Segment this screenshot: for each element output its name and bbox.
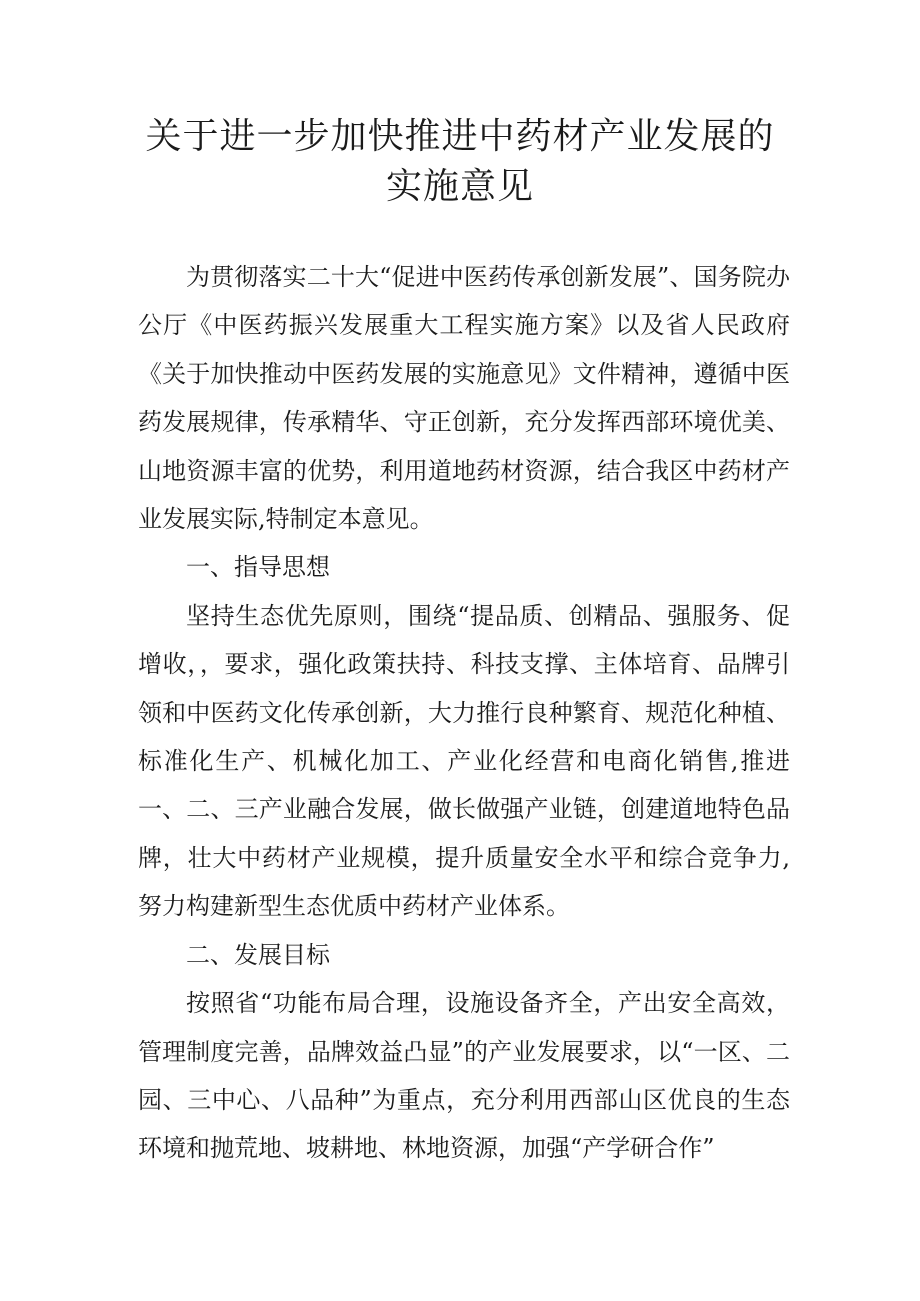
document-body [138,253,790,1173]
development-goals-paragraph: 按照省“功能布局合理，设施设备齐全，产出安全高效，管理制度完善，品牌效益凸显”的产业发展要求，以“一区、二园、三中心、八品种”为重点，充分利用西部山区优良的生态环境和抛荒地、坡耕地、林地资源，加强“产学研合作” [138,989,790,1163]
section-heading-development-goals: 二、发展目标 [186,940,330,969]
document-title: 关于进一步加快推进中药材产业发展的实施意见 [145,116,775,207]
intro-paragraph: 为贯彻落实二十大“促进中医药传承创新发展”、国务院办公厅《中医药振兴发展重大工程实施方案》以及省人民政府《关于加快推动中医药发展的实施意见》文件精神，遵循中医药发展规律，传承精华、守正创新，充分发挥西部环境优美、山地资源丰富的优势，利用道地药材资源，结合我区中药材产业发展实际,特制定本意见。 [138,263,790,534]
section-heading-guiding-ideology: 一、指导思想 [186,553,330,582]
guiding-ideology-paragraph: 坚持生态优先原则，围绕“提品质、创精品、强服务、促增收，，要求，强化政策扶持、科技支撑、主体培育、品牌引领和中医药文化传承创新，大力推行良种繁育、规范化种植、标准化生产、机械化加工、产业化经营和电商化销售,推进一、二、三产业融合发展，做长做强产业链，创建道地特色品牌，壮大中药材产业规模，提升质量安全水平和综合竞争力,努力构建新型生态优质中药材产业体系。 [138,601,790,921]
